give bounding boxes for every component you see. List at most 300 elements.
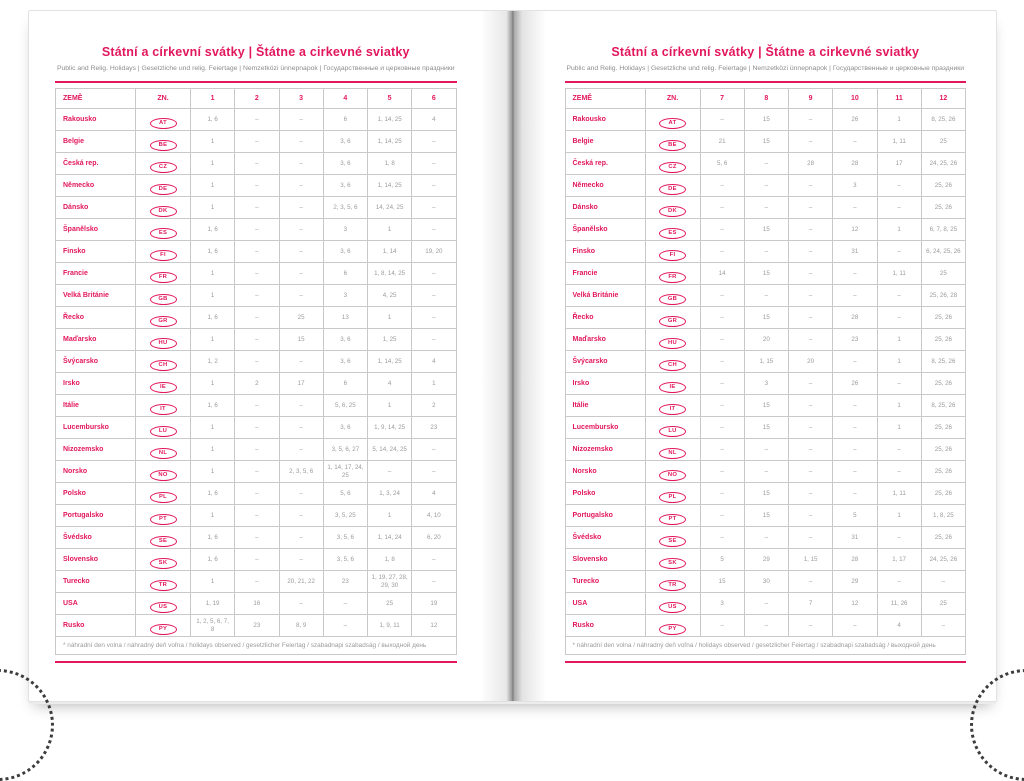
holiday-days-cell: – [412, 285, 456, 307]
column-header-month: 11 [877, 89, 921, 109]
country-name: Česká rep. [56, 153, 136, 175]
holiday-days-cell: 1, 14, 25 [368, 131, 412, 153]
country-code-badge: BE [659, 140, 686, 151]
holiday-days-cell: 15 [700, 571, 744, 593]
holiday-days-cell: 15 [744, 263, 788, 285]
holiday-days-cell: 3, 6 [323, 131, 367, 153]
footnote-row [565, 637, 966, 655]
holiday-days-cell: – [921, 615, 965, 637]
holiday-days-cell: 1, 6 [191, 219, 235, 241]
country-code-cell [645, 483, 700, 505]
country-code-cell [136, 373, 191, 395]
holiday-days-cell: – [789, 505, 833, 527]
country-name: Polsko [565, 483, 645, 505]
holiday-days-cell: 25, 26 [921, 307, 965, 329]
country-row [56, 461, 457, 483]
holiday-days-cell: 12 [833, 593, 877, 615]
country-name: Nizozemsko [565, 439, 645, 461]
country-code-badge: BE [150, 140, 177, 151]
holiday-days-cell: – [833, 285, 877, 307]
country-code-badge: IT [150, 404, 177, 415]
holiday-days-cell: – [235, 527, 279, 549]
holiday-days-cell: 28 [833, 549, 877, 571]
country-row [565, 307, 966, 329]
holiday-days-cell: 3, 6 [323, 329, 367, 351]
holiday-days-cell: – [412, 197, 456, 219]
holiday-days-cell: – [279, 593, 323, 615]
country-code-cell [645, 593, 700, 615]
holiday-days-cell: 3, 5, 25 [323, 505, 367, 527]
holiday-days-cell: 1, 6 [191, 109, 235, 131]
country-code-badge: AT [659, 118, 686, 129]
country-code-badge: FR [150, 272, 177, 283]
holiday-days-cell: 15 [744, 395, 788, 417]
holiday-days-cell: 1, 9, 14, 25 [368, 417, 412, 439]
holiday-days-cell: – [700, 395, 744, 417]
header-rule [565, 81, 967, 83]
holiday-days-cell: 1 [191, 329, 235, 351]
holiday-days-cell: 2 [235, 373, 279, 395]
holiday-days-cell: – [700, 615, 744, 637]
country-row [565, 417, 966, 439]
holiday-days-cell: 1 [191, 461, 235, 483]
country-row [565, 373, 966, 395]
country-row [565, 131, 966, 153]
holiday-days-cell: – [700, 505, 744, 527]
column-header-country: ZEMĚ [565, 89, 645, 109]
holiday-days-cell: – [412, 549, 456, 571]
holiday-days-cell: 1 [877, 505, 921, 527]
country-code-cell [136, 241, 191, 263]
holiday-days-cell: 1, 19 [191, 593, 235, 615]
holiday-days-cell: – [412, 307, 456, 329]
holiday-days-cell: 1, 11 [877, 483, 921, 505]
holiday-days-cell: – [279, 219, 323, 241]
holiday-days-cell: 25, 26 [921, 197, 965, 219]
holiday-days-cell: 1 [191, 439, 235, 461]
holiday-days-cell: – [412, 263, 456, 285]
holidays-table-months-7-12 [565, 88, 967, 655]
holiday-days-cell: 20 [789, 351, 833, 373]
holiday-days-cell: 6 [323, 109, 367, 131]
holiday-days-cell: 14, 24, 25 [368, 197, 412, 219]
holiday-days-cell: 1, 6 [191, 395, 235, 417]
country-code-badge: TR [150, 580, 177, 591]
country-name: Rusko [56, 615, 136, 637]
country-code-cell [645, 131, 700, 153]
country-name: Rakousko [565, 109, 645, 131]
holiday-days-cell: 4 [412, 351, 456, 373]
holiday-days-cell: – [700, 527, 744, 549]
holiday-days-cell: – [412, 153, 456, 175]
holiday-days-cell: – [235, 329, 279, 351]
country-code-cell [136, 153, 191, 175]
holiday-days-cell: 3, 6 [323, 417, 367, 439]
holiday-days-cell: – [789, 373, 833, 395]
holiday-days-cell: – [833, 461, 877, 483]
country-code-badge: IT [659, 404, 686, 415]
country-code-cell [136, 175, 191, 197]
holiday-days-cell: – [833, 439, 877, 461]
country-name: Finsko [565, 241, 645, 263]
holiday-days-cell: 28 [833, 307, 877, 329]
holiday-days-cell: – [279, 439, 323, 461]
holiday-days-cell: 5, 14, 24, 25 [368, 439, 412, 461]
holiday-days-cell: – [789, 285, 833, 307]
country-name: Francie [565, 263, 645, 285]
page-title: Státní a církevní svátky | Štátne a cirkevné sviatky [101, 45, 410, 59]
holiday-days-cell: 26 [833, 109, 877, 131]
holiday-days-cell: 25 [921, 263, 965, 285]
holiday-days-cell: 6, 20 [412, 527, 456, 549]
country-code-cell [645, 197, 700, 219]
country-name: Švýcarsko [565, 351, 645, 373]
holiday-days-cell: – [235, 307, 279, 329]
holiday-days-cell: – [789, 219, 833, 241]
country-name: Portugalsko [565, 505, 645, 527]
holiday-days-cell: – [700, 109, 744, 131]
holiday-days-cell: – [235, 131, 279, 153]
country-name: Belgie [56, 131, 136, 153]
holiday-days-cell: 1 [877, 395, 921, 417]
country-code-cell [136, 549, 191, 571]
country-code-badge: DE [150, 184, 177, 195]
country-code-cell [645, 263, 700, 285]
holiday-days-cell: – [700, 175, 744, 197]
country-code-badge: PT [150, 514, 177, 525]
column-header-country: ZEMĚ [56, 89, 136, 109]
holiday-days-cell: 5 [700, 549, 744, 571]
country-name: Řecko [56, 307, 136, 329]
holiday-days-cell: 15 [279, 329, 323, 351]
holiday-days-cell: 15 [744, 505, 788, 527]
holiday-days-cell: 1, 14, 17, 24, 25 [323, 461, 367, 483]
column-header-month: 9 [789, 89, 833, 109]
country-code-badge: ES [659, 228, 686, 239]
holiday-days-cell: 3 [700, 593, 744, 615]
holiday-days-cell: – [789, 439, 833, 461]
country-row [56, 219, 457, 241]
holiday-days-cell: – [700, 351, 744, 373]
column-header-month: 1 [191, 89, 235, 109]
country-code-badge: SK [150, 558, 177, 569]
holiday-days-cell: 8, 9 [279, 615, 323, 637]
holiday-days-cell: – [235, 417, 279, 439]
country-code-badge: DK [659, 206, 686, 217]
holiday-days-cell: – [412, 175, 456, 197]
holiday-days-cell: – [789, 395, 833, 417]
holiday-days-cell: – [877, 307, 921, 329]
country-code-badge: NL [150, 448, 177, 459]
country-code-cell [136, 351, 191, 373]
holiday-days-cell: 23 [323, 571, 367, 593]
holiday-days-cell: 31 [833, 241, 877, 263]
holiday-days-cell: 1 [368, 307, 412, 329]
country-name: Irsko [565, 373, 645, 395]
country-code-badge: IE [659, 382, 686, 393]
country-row [56, 615, 457, 637]
country-name: Německo [565, 175, 645, 197]
country-code-cell [645, 439, 700, 461]
holiday-days-cell: – [744, 241, 788, 263]
holiday-days-cell: 1, 14, 25 [368, 109, 412, 131]
country-row [56, 395, 457, 417]
country-code-cell [136, 571, 191, 593]
footer-rule [55, 661, 457, 663]
holiday-days-cell: – [323, 593, 367, 615]
holiday-days-cell: 20, 21, 22 [279, 571, 323, 593]
holiday-days-cell: – [279, 527, 323, 549]
holiday-days-cell: 7 [789, 593, 833, 615]
country-code-badge: CH [150, 360, 177, 371]
holiday-days-cell: 8, 25, 26 [921, 109, 965, 131]
page-title: Státní a církevní svátky | Štátne a cirkevné sviatky [611, 45, 920, 59]
holiday-days-cell: 15 [744, 483, 788, 505]
country-name: Rakousko [56, 109, 136, 131]
holiday-days-cell: – [833, 131, 877, 153]
holiday-days-cell: – [279, 285, 323, 307]
country-row [56, 175, 457, 197]
country-code-cell [645, 527, 700, 549]
holiday-days-cell: – [279, 505, 323, 527]
country-code-badge: NO [150, 470, 177, 481]
holiday-days-cell: 5, 6 [323, 483, 367, 505]
holiday-days-cell: – [789, 241, 833, 263]
holiday-days-cell: 4, 25 [368, 285, 412, 307]
country-name: Turecko [565, 571, 645, 593]
holiday-days-cell: 25, 26 [921, 417, 965, 439]
holiday-days-cell: 25, 26 [921, 373, 965, 395]
holiday-days-cell: 30 [744, 571, 788, 593]
holiday-days-cell: – [279, 395, 323, 417]
holiday-days-cell: – [789, 461, 833, 483]
holiday-days-cell: 28 [789, 153, 833, 175]
country-row [56, 241, 457, 263]
country-code-badge: SE [659, 536, 686, 547]
holiday-days-cell: 1 [877, 351, 921, 373]
country-row [565, 439, 966, 461]
holiday-days-cell: 6, 7, 8, 25 [921, 219, 965, 241]
holiday-days-cell: – [833, 417, 877, 439]
country-code-cell [645, 307, 700, 329]
country-code-cell [136, 197, 191, 219]
country-code-cell [645, 351, 700, 373]
holiday-days-cell: – [789, 417, 833, 439]
holiday-days-cell: 1, 15 [744, 351, 788, 373]
holiday-days-cell: 3 [323, 285, 367, 307]
holiday-days-cell: 1, 25 [368, 329, 412, 351]
country-name: Španělsko [56, 219, 136, 241]
holiday-days-cell: – [921, 571, 965, 593]
holiday-days-cell: 15 [744, 307, 788, 329]
holiday-days-cell: – [700, 285, 744, 307]
country-row [565, 549, 966, 571]
holiday-days-cell: 4 [412, 483, 456, 505]
holiday-days-cell: 1 [191, 263, 235, 285]
country-name: Španělsko [565, 219, 645, 241]
holiday-days-cell: – [279, 263, 323, 285]
header-rule [55, 81, 457, 83]
country-row [56, 373, 457, 395]
holiday-days-cell: 24, 25, 26 [921, 549, 965, 571]
country-code-cell [645, 153, 700, 175]
holiday-days-cell: 6 [323, 373, 367, 395]
country-code-badge: PT [659, 514, 686, 525]
holiday-days-cell: 3, 6 [323, 241, 367, 263]
country-name: Francie [56, 263, 136, 285]
holiday-days-cell: 1, 8, 14, 25 [368, 263, 412, 285]
column-header-month: 6 [412, 89, 456, 109]
holiday-days-cell: 6, 24, 25, 26 [921, 241, 965, 263]
holiday-days-cell: – [279, 109, 323, 131]
holiday-days-cell: – [412, 219, 456, 241]
country-row [565, 395, 966, 417]
holiday-days-cell: – [833, 395, 877, 417]
holiday-days-cell: 1, 11 [877, 263, 921, 285]
holiday-days-cell: 1, 6 [191, 527, 235, 549]
country-code-cell [136, 329, 191, 351]
holiday-days-cell: – [789, 527, 833, 549]
holiday-days-cell: – [279, 153, 323, 175]
holiday-days-cell: 1, 6 [191, 307, 235, 329]
holiday-days-cell: – [789, 307, 833, 329]
country-name: Polsko [56, 483, 136, 505]
holiday-days-cell: – [235, 175, 279, 197]
country-code-cell [645, 549, 700, 571]
country-code-badge: PL [659, 492, 686, 503]
country-code-cell [136, 615, 191, 637]
country-row [56, 483, 457, 505]
holiday-days-cell: 1, 14 [368, 241, 412, 263]
country-name: Portugalsko [56, 505, 136, 527]
holiday-days-cell: – [833, 483, 877, 505]
holiday-days-cell: – [700, 197, 744, 219]
country-row [565, 241, 966, 263]
holiday-days-cell: – [700, 307, 744, 329]
holiday-days-cell: 3, 5, 6, 27 [323, 439, 367, 461]
country-code-cell [645, 175, 700, 197]
holiday-days-cell: – [235, 285, 279, 307]
holiday-days-cell: – [279, 351, 323, 373]
holiday-days-cell: 4 [368, 373, 412, 395]
holiday-days-cell: – [235, 461, 279, 483]
country-code-cell [645, 329, 700, 351]
holiday-days-cell: 3, 5, 6 [323, 527, 367, 549]
holiday-days-cell: – [412, 439, 456, 461]
holiday-days-cell: 1 [191, 373, 235, 395]
holiday-days-cell: 23 [412, 417, 456, 439]
footer-rule [565, 661, 967, 663]
country-code-badge: CZ [150, 162, 177, 173]
holiday-days-cell: 1 [191, 417, 235, 439]
holiday-days-cell: 23 [235, 615, 279, 637]
holiday-days-cell: – [235, 109, 279, 131]
country-code-badge: LU [150, 426, 177, 437]
holiday-days-cell: – [877, 285, 921, 307]
country-name: Slovensko [56, 549, 136, 571]
holiday-days-cell: 20 [744, 329, 788, 351]
holiday-days-cell: – [235, 219, 279, 241]
holiday-days-cell: – [789, 263, 833, 285]
holiday-days-cell: 1, 8 [368, 153, 412, 175]
holiday-days-cell: 25, 26 [921, 175, 965, 197]
holiday-days-cell: 1, 2 [191, 351, 235, 373]
holiday-days-cell: – [235, 549, 279, 571]
country-code-badge: FI [150, 250, 177, 261]
holiday-days-cell: 1, 9, 11 [368, 615, 412, 637]
country-name: Švýcarsko [56, 351, 136, 373]
country-row [565, 527, 966, 549]
country-row [56, 571, 457, 593]
footnote-row [56, 637, 457, 655]
country-name: Norsko [56, 461, 136, 483]
country-code-badge: HU [659, 338, 686, 349]
holiday-days-cell: 17 [279, 373, 323, 395]
holiday-days-cell: 1 [368, 505, 412, 527]
column-header-month: 7 [700, 89, 744, 109]
holiday-days-cell: – [279, 417, 323, 439]
column-header-month: 5 [368, 89, 412, 109]
country-row [56, 593, 457, 615]
country-code-cell [645, 285, 700, 307]
country-code-cell [645, 241, 700, 263]
holiday-days-cell: – [700, 241, 744, 263]
left-page [29, 11, 513, 701]
country-code-badge: PY [659, 624, 686, 635]
holiday-days-cell: 3, 5, 6 [323, 549, 367, 571]
holiday-days-cell: 1, 19, 27, 28, 29, 30 [368, 571, 412, 593]
country-name: Dánsko [56, 197, 136, 219]
holiday-days-cell: – [323, 615, 367, 637]
country-code-cell [645, 505, 700, 527]
holiday-days-cell: 1 [877, 329, 921, 351]
holiday-days-cell: – [235, 197, 279, 219]
holiday-days-cell: 1 [877, 219, 921, 241]
country-row [56, 263, 457, 285]
holiday-days-cell: – [700, 439, 744, 461]
holiday-days-cell: 3 [833, 175, 877, 197]
holiday-days-cell: 1 [877, 417, 921, 439]
holiday-days-cell: 1 [191, 197, 235, 219]
country-name: Švédsko [56, 527, 136, 549]
holiday-days-cell: 1 [191, 153, 235, 175]
holiday-days-cell: 25, 26, 28 [921, 285, 965, 307]
holiday-days-cell: 1 [877, 109, 921, 131]
holiday-days-cell: 25, 26 [921, 439, 965, 461]
country-name: Lucembursko [56, 417, 136, 439]
holiday-days-cell: – [744, 175, 788, 197]
holiday-days-cell: – [877, 461, 921, 483]
holiday-days-cell: – [700, 219, 744, 241]
holiday-days-cell: 5 [833, 505, 877, 527]
country-code-badge: AT [150, 118, 177, 129]
holiday-days-cell: – [235, 395, 279, 417]
country-name: Turecko [56, 571, 136, 593]
country-row [565, 615, 966, 637]
holiday-days-cell: 1, 11 [877, 131, 921, 153]
holiday-days-cell: 5, 6, 25 [323, 395, 367, 417]
country-row [56, 417, 457, 439]
country-row [565, 505, 966, 527]
country-code-badge: ES [150, 228, 177, 239]
holiday-days-cell: – [279, 483, 323, 505]
country-code-badge: FI [659, 250, 686, 261]
holiday-days-cell: 3 [744, 373, 788, 395]
holiday-days-cell: – [744, 153, 788, 175]
holiday-days-cell: – [700, 483, 744, 505]
country-code-cell [136, 219, 191, 241]
country-name: Řecko [565, 307, 645, 329]
